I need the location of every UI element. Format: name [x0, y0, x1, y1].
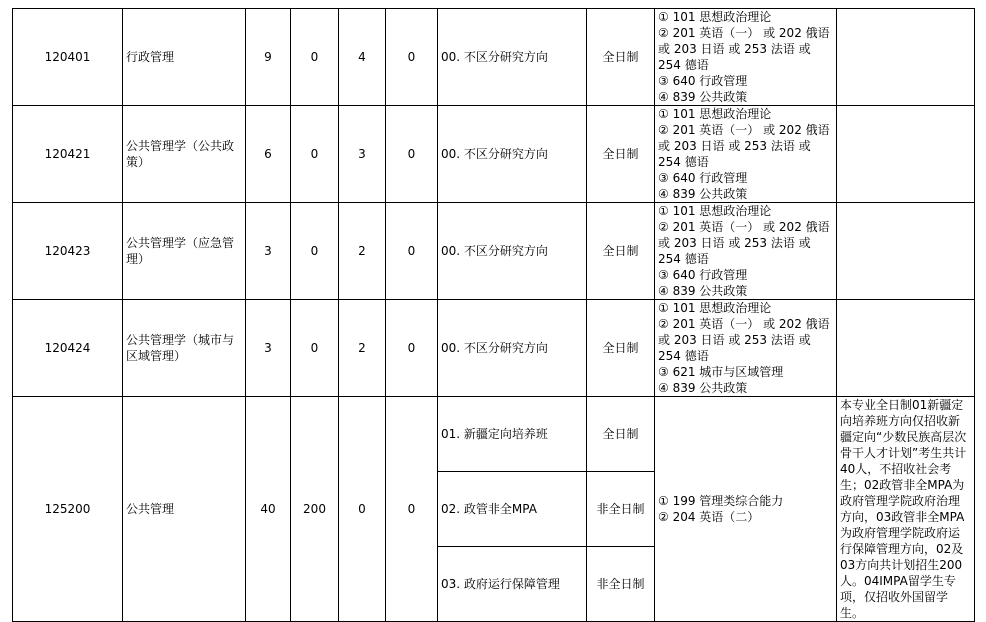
- total-quota: 6: [246, 106, 291, 203]
- exam-subject: ① 199 管理类综合能力: [658, 494, 784, 508]
- plan-quota: 3: [339, 106, 386, 203]
- other-quota: 0: [386, 203, 438, 300]
- exempt-quota: 0: [291, 9, 339, 106]
- exempt-quota: 0: [291, 300, 339, 397]
- exam-subject: ④ 839 公共政策: [658, 381, 748, 395]
- table-row: [13, 397, 975, 472]
- exam-subject: ③ 621 城市与区域管理: [658, 365, 784, 379]
- exam-subjects: [655, 203, 837, 300]
- exempt-quota: 200: [291, 397, 339, 622]
- other-quota: 0: [386, 9, 438, 106]
- plan-quota: 0: [339, 397, 386, 622]
- study-mode: 非全日制: [587, 472, 655, 547]
- exam-subjects: [655, 106, 837, 203]
- exam-subject: ④ 839 公共政策: [658, 187, 748, 201]
- major-code: 120424: [13, 300, 123, 397]
- major-code: 120421: [13, 106, 123, 203]
- exam-subject: ① 101 思想政治理论: [658, 204, 772, 218]
- major-code: 120401: [13, 9, 123, 106]
- other-quota: 0: [386, 397, 438, 622]
- admissions-table: [12, 8, 975, 622]
- research-direction: 01. 新疆定向培养班: [438, 397, 587, 472]
- study-mode: 全日制: [587, 397, 655, 472]
- plan-quota: 2: [339, 203, 386, 300]
- study-mode: 非全日制: [587, 547, 655, 622]
- plan-quota: 2: [339, 300, 386, 397]
- major-name: 公共管理学（城市与区域管理）: [123, 300, 246, 397]
- remark: [837, 300, 975, 397]
- table-row: [13, 106, 975, 203]
- major-code: 125200: [13, 397, 123, 622]
- exam-subjects: [655, 9, 837, 106]
- exam-subject: ④ 839 公共政策: [658, 284, 748, 298]
- plan-quota: 4: [339, 9, 386, 106]
- study-mode: 全日制: [587, 300, 655, 397]
- exam-subject: ② 201 英语（一） 或 202 俄语 或 203 日语 或 253 法语 或 254 德语: [658, 220, 830, 266]
- total-quota: 3: [246, 300, 291, 397]
- exam-subject: ② 201 英语（一） 或 202 俄语 或 203 日语 或 253 法语 或 254 德语: [658, 26, 830, 72]
- research-direction: 00. 不区分研究方向: [438, 106, 587, 203]
- remark: [837, 9, 975, 106]
- study-mode: 全日制: [587, 106, 655, 203]
- exam-subject: ① 101 思想政治理论: [658, 301, 772, 315]
- total-quota: 9: [246, 9, 291, 106]
- exam-subjects: [655, 300, 837, 397]
- research-direction: 00. 不区分研究方向: [438, 300, 587, 397]
- research-direction: 02. 政管非全MPA: [438, 472, 587, 547]
- exam-subject: ② 201 英语（一） 或 202 俄语 或 203 日语 或 253 法语 或 254 德语: [658, 123, 830, 169]
- major-name: 公共管理: [123, 397, 246, 622]
- remark: 本专业全日制01新疆定向培养班方向仅招收新疆定向“少数民族高层次骨干人才计划”考生共计40人，不招收社会考生；02政管非全MPA为政府管理学院政府治理方向，03政管非全MPA为政府管理学院政府运行保障管理方向，02及03方向共计划招生200人。04IMPA留学生专项，仅招收外国留学生。: [837, 397, 975, 622]
- exam-subject: ① 101 思想政治理论: [658, 107, 772, 121]
- exam-subject: ③ 640 行政管理: [658, 74, 748, 88]
- exam-subject: ② 201 英语（一） 或 202 俄语 或 203 日语 或 253 法语 或 254 德语: [658, 317, 830, 363]
- total-quota: 40: [246, 397, 291, 622]
- exempt-quota: 0: [291, 203, 339, 300]
- exam-subject: ① 101 思想政治理论: [658, 10, 772, 24]
- major-name: 公共管理学（公共政策）: [123, 106, 246, 203]
- other-quota: 0: [386, 300, 438, 397]
- exam-subject: ② 204 英语（二）: [658, 510, 760, 524]
- exam-subject: ③ 640 行政管理: [658, 268, 748, 282]
- major-name: 行政管理: [123, 9, 246, 106]
- exempt-quota: 0: [291, 106, 339, 203]
- major-code: 120423: [13, 203, 123, 300]
- exam-subjects: [655, 397, 837, 622]
- study-mode: 全日制: [587, 203, 655, 300]
- research-direction: 00. 不区分研究方向: [438, 203, 587, 300]
- other-quota: 0: [386, 106, 438, 203]
- remark: [837, 106, 975, 203]
- table-row: [13, 300, 975, 397]
- research-direction: 03. 政府运行保障管理: [438, 547, 587, 622]
- total-quota: 3: [246, 203, 291, 300]
- study-mode: 全日制: [587, 9, 655, 106]
- remark: [837, 203, 975, 300]
- research-direction: 00. 不区分研究方向: [438, 9, 587, 106]
- exam-subject: ④ 839 公共政策: [658, 90, 748, 104]
- major-name: 公共管理学（应急管理）: [123, 203, 246, 300]
- table-row: [13, 9, 975, 106]
- exam-subject: ③ 640 行政管理: [658, 171, 748, 185]
- table-row: [13, 203, 975, 300]
